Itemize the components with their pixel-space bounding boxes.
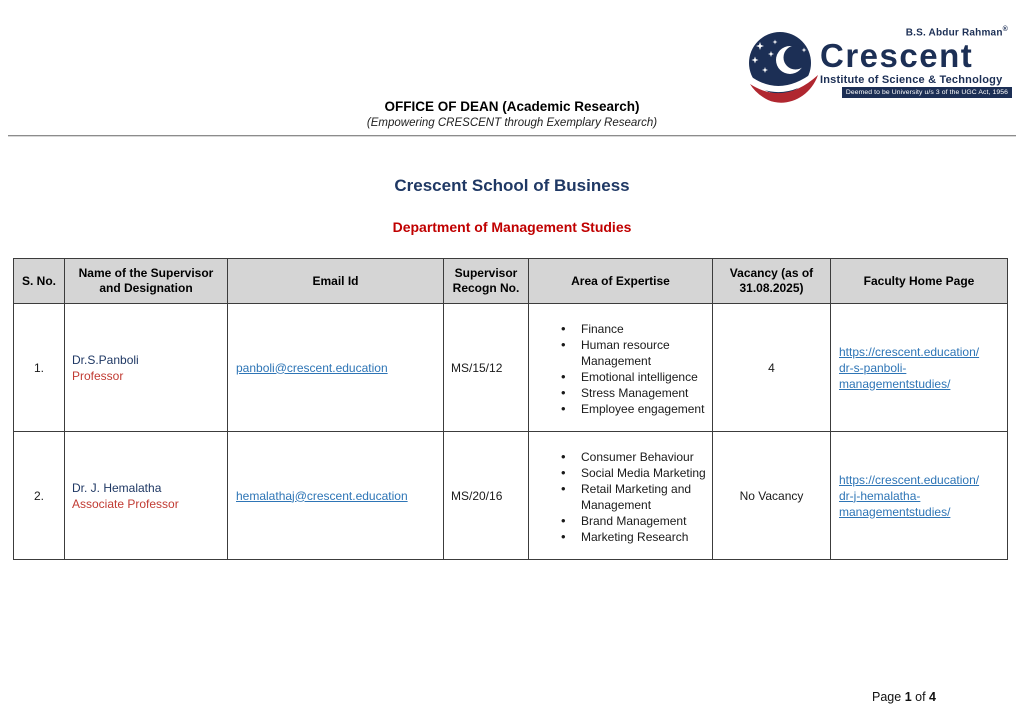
homepage-link-line: dr-s-panboli- — [839, 360, 907, 375]
department-title: Department of Management Studies — [392, 219, 632, 235]
institute-logo — [740, 26, 1012, 106]
expertise-item: • Marketing Research — [581, 529, 706, 545]
cell-supervisor — [65, 304, 228, 432]
homepage-link-line: managementstudies/ — [839, 376, 951, 391]
expertise-item: • Finance — [581, 321, 706, 337]
email-link[interactable]: hemalathaj@crescent.education — [236, 488, 408, 503]
cell-homepage — [831, 432, 1008, 560]
table-header-row — [14, 259, 1008, 304]
expertise-list — [529, 321, 706, 417]
supervisor-designation: Associate Professor — [72, 496, 179, 511]
page-number — [872, 690, 936, 704]
logo-text-block — [820, 26, 1012, 98]
supervisor-name: Dr. J. Hemalatha — [72, 480, 162, 495]
office-title: OFFICE OF DEAN (Academic Research) — [384, 99, 640, 114]
homepage-link-line: https://crescent.education/ — [839, 472, 980, 487]
cell-recogn-no: MS/20/16 — [444, 432, 529, 560]
col-header-vacancy: Vacancy (as of 31.08.2025) — [713, 259, 831, 304]
logo-tagline-bar: Deemed to be University u/s 3 of the UGC Act, 1956 — [842, 87, 1012, 98]
expertise-item: • Retail Marketing and Management — [581, 481, 706, 513]
total-pages: 4 — [929, 690, 936, 704]
cell-supervisor — [65, 432, 228, 560]
page-label: Page — [872, 690, 902, 704]
logo-wordmark: Crescent — [820, 37, 974, 75]
registered-mark: ® — [1002, 26, 1008, 33]
faculty-homepage-link[interactable] — [839, 472, 1007, 520]
cell-expertise — [529, 432, 713, 560]
col-header-recogn: Supervisor Recogn No. — [444, 259, 529, 304]
cell-sno: 1. — [14, 304, 65, 432]
homepage-link-line: managementstudies/ — [839, 504, 951, 519]
cell-sno: 2. — [14, 432, 65, 560]
office-motto: (Empowering CRESCENT through Exemplary Research) — [366, 117, 658, 129]
school-title: Crescent School of Business — [394, 176, 630, 195]
expertise-item: • Consumer Behaviour — [581, 449, 706, 465]
cell-homepage — [831, 304, 1008, 432]
homepage-link-line: https://crescent.education/ — [839, 344, 980, 359]
col-header-email: Email Id — [228, 259, 444, 304]
col-header-name: Name of the Supervisor and Designation — [65, 259, 228, 304]
col-header-sno: S. No. — [14, 259, 65, 304]
logo-subtitle: Institute of Science & Technology — [820, 74, 1003, 87]
cell-expertise — [529, 304, 713, 432]
supervisors-table — [13, 258, 1008, 560]
expertise-item: • Emotional intelligence — [581, 369, 706, 385]
col-header-expertise: Area of Expertise — [529, 259, 713, 304]
cell-email — [228, 432, 444, 560]
expertise-list — [529, 449, 706, 545]
table-row — [14, 304, 1008, 432]
expertise-item: • Brand Management — [581, 513, 706, 529]
current-page: 1 — [904, 690, 912, 704]
table-row — [14, 432, 1008, 560]
founder-text: B.S. Abdur Rahman — [905, 27, 1003, 39]
email-link[interactable]: panboli@crescent.education — [236, 360, 388, 375]
expertise-item: • Social Media Marketing — [581, 465, 706, 481]
expertise-item: • Human resource Management — [581, 337, 706, 369]
of-label: of — [915, 690, 926, 704]
homepage-link-line: dr-j-hemalatha- — [839, 488, 921, 503]
cell-vacancy: No Vacancy — [713, 432, 831, 560]
cell-vacancy: 4 — [713, 304, 831, 432]
expertise-item: • Stress Management — [581, 385, 706, 401]
header-divider — [8, 135, 1016, 137]
cell-recogn-no: MS/15/12 — [444, 304, 529, 432]
crescent-emblem-icon — [740, 30, 828, 106]
supervisor-designation: Professor — [72, 368, 124, 383]
faculty-homepage-link[interactable] — [839, 344, 1007, 392]
cell-email — [228, 304, 444, 432]
col-header-homepage: Faculty Home Page — [831, 259, 1008, 304]
expertise-item: • Employee engagement — [581, 401, 706, 417]
supervisor-name: Dr.S.Panboli — [72, 352, 139, 367]
